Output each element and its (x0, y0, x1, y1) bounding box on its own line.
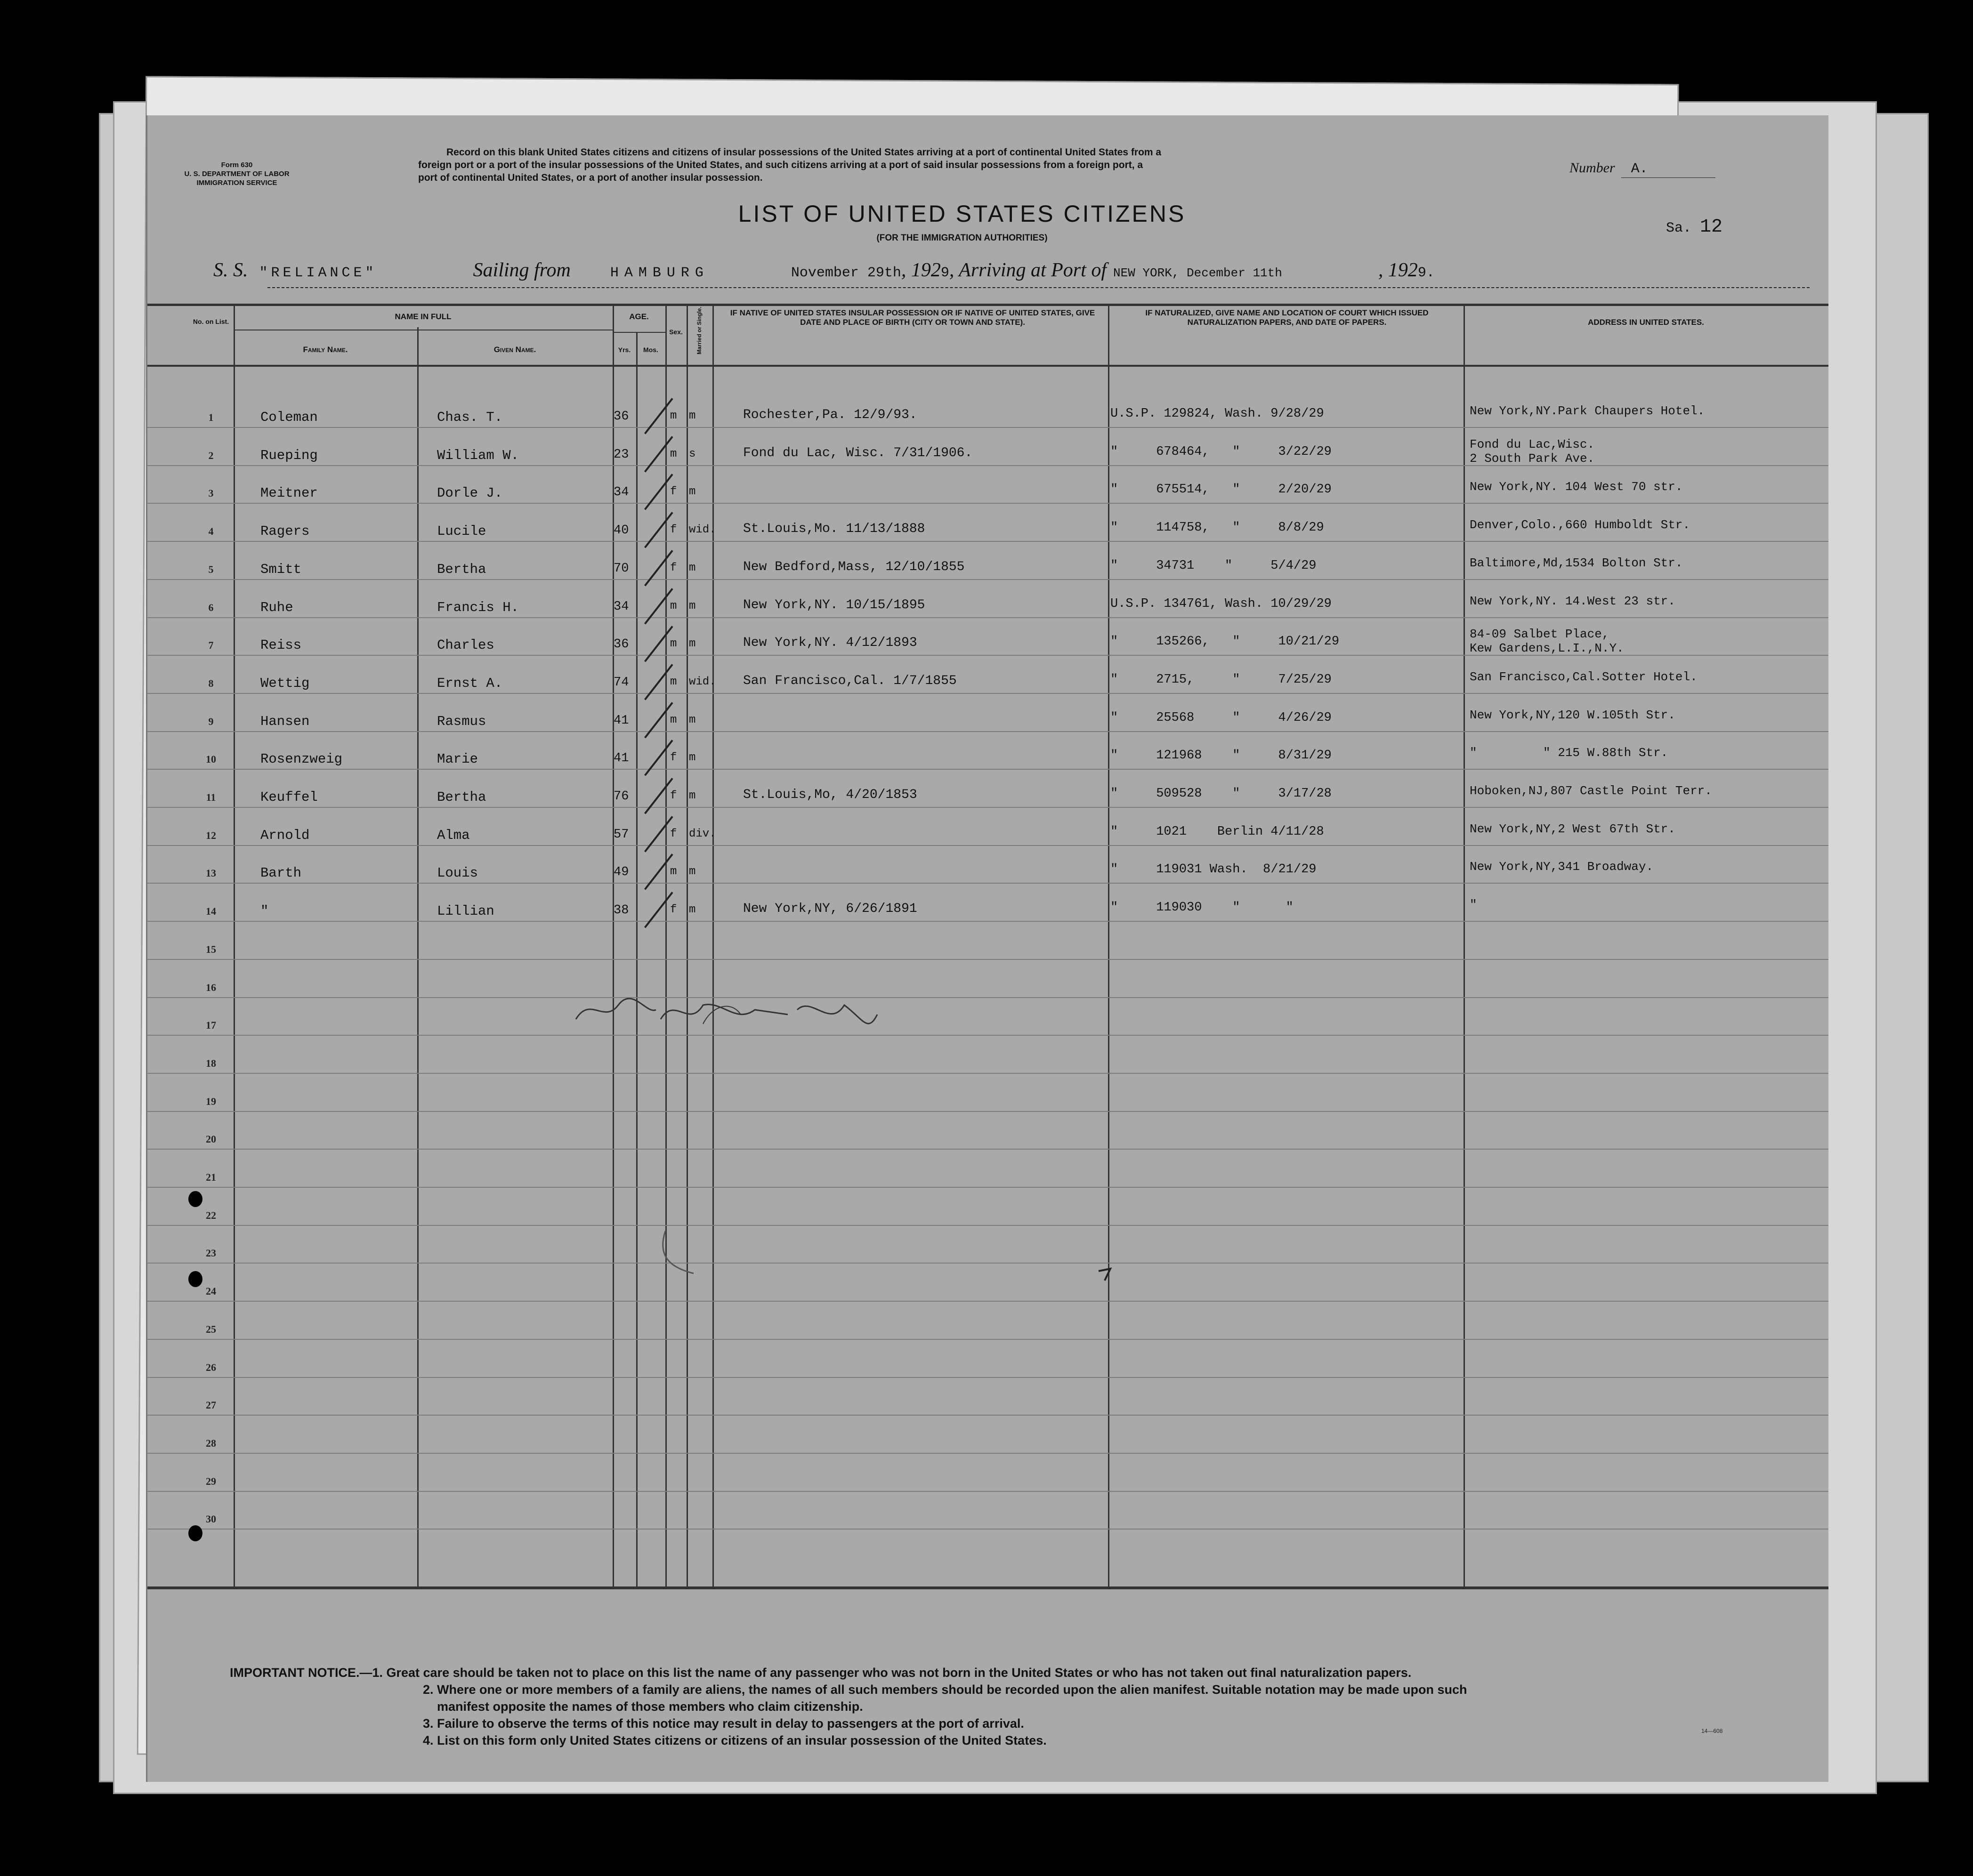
row-rule (147, 503, 1828, 504)
passenger-birthplace: Rochester,Pa. 12/9/93. (743, 408, 917, 422)
passenger-marital: wid. (689, 523, 716, 536)
row-number: 21 (206, 1171, 216, 1183)
passenger-age: 70 (614, 562, 629, 576)
passenger-family-name: Ragers (260, 523, 310, 539)
passenger-age: 38 (614, 903, 629, 918)
print-code: 14—608 (1701, 1728, 1723, 1734)
row-number: 4 (208, 525, 214, 537)
passenger-marital: m (689, 600, 696, 612)
passenger-birthplace: New York,NY. 10/15/1895 (743, 598, 925, 612)
passenger-address: San Francisco,Cal.Sotter Hotel. (1470, 670, 1698, 684)
passenger-naturalization: " 509528 " 3/17/28 (1110, 787, 1332, 801)
row-rule (147, 541, 1828, 542)
passenger-naturalization: " 114758, " 8/8/29 (1110, 521, 1324, 535)
punch-hole (70, 322, 86, 341)
row-number: 8 (208, 677, 214, 689)
passenger-given-name: Charles (437, 637, 494, 653)
punch-hole (70, 400, 86, 419)
row-number: 5 (208, 564, 214, 575)
passenger-family-name: Hansen (260, 714, 310, 729)
row-rule (147, 845, 1828, 846)
passenger-birthplace: New York,NY. 4/12/1893 (743, 636, 917, 650)
row-number: 12 (206, 829, 216, 841)
passenger-address: New York,NY,2 West 67th Str. (1470, 822, 1675, 836)
checkmark-tick (644, 588, 673, 624)
passenger-family-name: Smitt (260, 562, 302, 577)
row-rule (147, 1491, 1828, 1492)
checkmark-tick (644, 702, 673, 738)
passenger-naturalization: " 1021 Berlin 4/11/28 (1110, 825, 1324, 839)
checkmark-tick (644, 436, 673, 472)
passenger-address-line2: Kew Gardens,L.I.,N.Y. (1470, 641, 1624, 655)
passenger-given-name: Rasmus (437, 714, 486, 729)
row-number: 24 (206, 1285, 216, 1297)
passenger-address: Fond du Lac,Wisc. (1470, 437, 1595, 451)
row-rule (147, 617, 1828, 618)
col-header-sex: Sex. (669, 328, 683, 336)
passenger-family-name: Barth (260, 865, 302, 881)
column-rule (687, 304, 688, 1586)
passenger-given-name: Lucile (437, 523, 486, 539)
passenger-sex: m (670, 676, 677, 688)
table-top-rule (147, 304, 1828, 306)
row-number: 29 (206, 1475, 216, 1487)
passenger-address: New York,NY,120 W.105th Str. (1470, 708, 1675, 722)
passenger-birthplace: San Francisco,Cal. 1/7/1855 (743, 674, 957, 688)
sailing-label: Sailing from (473, 259, 571, 281)
row-rule (147, 1529, 1828, 1530)
row-number: 7 (208, 639, 214, 651)
punch-hole (188, 1191, 202, 1207)
passenger-marital: div. (689, 828, 716, 840)
passenger-marital: wid. (689, 676, 716, 688)
col-header-marital: Married or Single. (696, 306, 703, 354)
important-notice (230, 1664, 1821, 1749)
punch-hole (70, 836, 86, 854)
passenger-marital: m (689, 485, 696, 498)
checkmark-tick (644, 892, 673, 928)
number-line (1621, 177, 1715, 178)
table-bottom-rule (147, 1586, 1828, 1589)
departure-date: November 29th (791, 265, 901, 281)
passenger-sex: f (670, 903, 677, 916)
passenger-birthplace: New York,NY, 6/26/1891 (743, 902, 917, 916)
arriving-label: , Arriving at Port of (949, 259, 1107, 281)
arrival-port: NEW YORK, December 11th (1113, 266, 1282, 280)
checkmark-tick (644, 550, 673, 586)
departure-year-prefix: , 192 (901, 259, 941, 281)
row-number: 9 (208, 716, 214, 727)
passenger-family-name: Rosenzweig (260, 751, 343, 767)
passenger-family-name: Coleman (260, 410, 318, 425)
passenger-given-name: Alma (437, 828, 470, 843)
passenger-address: 84-09 Salbet Place, (1470, 627, 1609, 641)
citizens-manifest-form (146, 115, 1828, 1782)
passenger-address: New York,NY.Park Chaupers Hotel. (1470, 404, 1705, 418)
checkmark-tick (644, 740, 673, 776)
page-subtitle: (FOR THE IMMIGRATION AUTHORITIES) (876, 233, 1048, 243)
passenger-sex: m (670, 865, 677, 878)
passenger-family-name: " (260, 903, 269, 919)
row-rule (147, 921, 1828, 922)
row-number: 18 (206, 1057, 216, 1069)
punch-hole (70, 1523, 86, 1542)
column-rule (1108, 304, 1109, 1586)
passenger-sex: f (670, 751, 677, 764)
passenger-family-name: Ruhe (260, 600, 293, 615)
row-rule (147, 1453, 1828, 1454)
instruction-line: Record on this blank United States citizens and citizens of insular possessions of the United States arriving at a port of continental United States from a (446, 147, 1162, 158)
row-rule (147, 731, 1828, 732)
column-rule (417, 327, 419, 1586)
col-header-given: Given Name. (493, 345, 536, 354)
punch-hole (70, 1603, 86, 1622)
row-rule (147, 959, 1828, 960)
col-header-family: Family Name. (303, 345, 348, 354)
form-number: Form 630 (221, 161, 253, 169)
passenger-naturalization: " 34731 " 5/4/29 (1110, 559, 1317, 573)
passenger-sex: f (670, 562, 677, 574)
notice-item: 2. Where one or more members of a family are aliens, the names of all such members should be recorded upon the alien manifest. Suitable notation may be made upon such (423, 1683, 1467, 1697)
passenger-family-name: Reiss (260, 637, 302, 653)
ship-name: "RELIANCE" (259, 265, 377, 281)
passenger-naturalization: " 119030 " " (1110, 901, 1294, 915)
passenger-marital: m (689, 714, 696, 726)
row-number: 27 (206, 1399, 216, 1411)
row-number: 16 (206, 982, 216, 993)
passenger-address: New York,NY. 14.West 23 str. (1470, 594, 1675, 608)
ss-label: S. S. (213, 259, 248, 281)
passenger-given-name: William W. (437, 448, 519, 463)
passenger-address: Denver,Colo.,660 Humboldt Str. (1470, 518, 1690, 532)
passenger-family-name: Rueping (260, 448, 318, 463)
passenger-age: 41 (614, 751, 629, 765)
arrival-year-prefix: , 192 (1378, 259, 1418, 281)
form-id-block (157, 161, 317, 187)
record-instructions (418, 146, 1661, 184)
instruction-line: port of continental United States, or a port of another insular possession. (418, 172, 763, 183)
passenger-sex: m (670, 714, 677, 726)
sheet-reference (1666, 217, 1722, 238)
checkmark-tick (644, 474, 673, 510)
row-number: 17 (206, 1019, 216, 1031)
punch-hole (188, 1525, 202, 1541)
number-value: A. (1631, 161, 1648, 177)
passenger-naturalization: " 119031 Wash. 8/21/29 (1110, 862, 1317, 877)
passenger-address: Baltimore,Md,1534 Bolton Str. (1470, 556, 1683, 570)
passenger-marital: m (689, 865, 696, 878)
passenger-sex: m (670, 637, 677, 650)
sheet-ref-label: Sa. (1666, 220, 1692, 236)
passenger-given-name: Lillian (437, 903, 494, 919)
arrival-year-suffix: 9. (1417, 265, 1435, 281)
passenger-family-name: Keuffel (260, 789, 318, 805)
row-rule (147, 1415, 1828, 1416)
punch-hole (70, 1257, 86, 1276)
passenger-birthplace: St.Louis,Mo, 4/20/1853 (743, 788, 917, 802)
punch-hole (70, 1191, 86, 1210)
col-header-name: NAME IN FULL (395, 312, 452, 321)
passenger-given-name: Francis H. (437, 600, 519, 615)
page-title: LIST OF UNITED STATES CITIZENS (738, 201, 1186, 227)
row-number: 3 (208, 487, 214, 499)
passenger-birthplace: New Bedford,Mass, 12/10/1855 (743, 560, 965, 574)
passenger-address-line2: 2 South Park Ave. (1470, 451, 1595, 466)
passenger-age: 41 (614, 714, 629, 728)
notice-item: 3. Failure to observe the terms of this notice may result in delay to passengers at the port of arrival. (423, 1716, 1024, 1731)
passenger-given-name: Louis (437, 865, 478, 881)
passenger-age: 34 (614, 485, 629, 499)
passenger-given-name: Chas. T. (437, 410, 503, 425)
passenger-age: 34 (614, 600, 629, 614)
voyage-fill-line (267, 287, 1810, 288)
row-number: 25 (206, 1323, 216, 1335)
passenger-family-name: Meitner (260, 485, 318, 501)
row-number: 28 (206, 1437, 216, 1449)
row-number: 1 (208, 411, 214, 423)
departure-year-suffix: 9 (940, 265, 949, 281)
passenger-given-name: Bertha (437, 562, 486, 577)
col-header-no: No. on List. (193, 318, 229, 325)
passenger-marital: s (689, 448, 696, 460)
checkmark-tick (644, 853, 673, 890)
passenger-age: 76 (614, 789, 629, 804)
column-rule (712, 304, 714, 1586)
row-rule (147, 883, 1828, 884)
row-number: 19 (206, 1095, 216, 1107)
passenger-address: Hoboken,NJ,807 Castle Point Terr. (1470, 784, 1712, 798)
passenger-sex: f (670, 523, 677, 536)
row-rule (147, 807, 1828, 808)
passenger-sex: m (670, 600, 677, 612)
row-number: 13 (206, 867, 216, 879)
passenger-sex: m (670, 448, 677, 460)
checkmark-tick (644, 626, 673, 662)
notice-item: manifest opposite the names of those members who claim citizenship. (437, 1699, 863, 1714)
passenger-age: 57 (614, 828, 629, 842)
row-number: 6 (208, 602, 214, 613)
list-number (1569, 160, 1648, 177)
row-rule (147, 579, 1828, 580)
header-bottom-rule (147, 365, 1828, 367)
passenger-age: 23 (614, 448, 629, 462)
passenger-sex: m (670, 410, 677, 422)
passenger-marital: m (689, 903, 696, 916)
pencil-mark (1089, 1255, 1136, 1292)
col-header-naturalized: IF NATURALIZED, GIVE NAME AND LOCATION OF COURT WHICH ISSUED NATURALIZATION PAPERS, AND DATE OF PAPERS. (1145, 308, 1429, 327)
row-number: 10 (206, 753, 216, 765)
passenger-marital: m (689, 410, 696, 422)
passenger-given-name: Ernst A. (437, 676, 503, 691)
passenger-family-name: Arnold (260, 828, 310, 843)
col-header-yrs: Yrs. (618, 346, 631, 354)
sheet-ref-value: 12 (1700, 217, 1723, 238)
passenger-marital: m (689, 562, 696, 574)
passenger-sex: f (670, 485, 677, 498)
passenger-marital: m (689, 637, 696, 650)
row-rule (147, 693, 1828, 694)
row-number: 23 (206, 1247, 216, 1259)
passenger-age: 36 (614, 410, 629, 424)
subheader-rule (613, 332, 665, 333)
passenger-address: " " 215 W.88th Str. (1470, 746, 1668, 760)
row-number: 30 (206, 1513, 216, 1525)
passenger-birthplace: Fond du Lac, Wisc. 7/31/1906. (743, 446, 973, 460)
row-rule (147, 1377, 1828, 1378)
notice-item: 4. List on this form only United States citizens or citizens of an insular possession of the United States. (423, 1733, 1047, 1747)
checkmark-tick (644, 664, 673, 700)
column-rule (1464, 304, 1465, 1586)
row-rule (147, 427, 1828, 428)
checkmark-tick (644, 512, 673, 548)
passenger-age: 74 (614, 676, 629, 690)
row-rule (147, 769, 1828, 770)
passenger-naturalization: " 675514, " 2/20/29 (1110, 483, 1332, 497)
passenger-sex: f (670, 828, 677, 840)
department-name: U. S. DEPARTMENT OF LABOR (184, 170, 290, 178)
notice-heading: IMPORTANT NOTICE.— (230, 1666, 372, 1680)
passenger-naturalization: " 678464, " 3/22/29 (1110, 445, 1332, 459)
passenger-naturalization: " 121968 " 8/31/29 (1110, 749, 1332, 763)
passenger-given-name: Marie (437, 751, 478, 767)
checkmark-tick (644, 398, 673, 434)
service-name: IMMIGRATION SERVICE (196, 179, 277, 187)
passenger-marital: m (689, 751, 696, 764)
notice-item: 1. Great care should be taken not to place on this list the name of any passenger who was not born in the United States or who has not taken out final naturalization papers. (372, 1666, 1412, 1680)
passenger-naturalization: " 2715, " 7/25/29 (1110, 673, 1332, 687)
passenger-address: " (1470, 898, 1477, 912)
column-rule (234, 304, 235, 1586)
passenger-birthplace: St.Louis,Mo. 11/13/1888 (743, 522, 925, 536)
punch-hole (70, 647, 86, 666)
instruction-line: foreign port or a port of the insular possessions of the United States, and such citizens arriving at a port of said insular possessions from a foreign port, a (418, 160, 1143, 170)
col-header-birthplace: IF NATIVE OF UNITED STATES INSULAR POSSESSION OR IF NATIVE OF UNITED STATES, GIVE DATE AND PLACE OF BIRTH (CITY OR TOWN AND STATE). (730, 308, 1095, 327)
number-label: Number (1569, 160, 1615, 176)
passenger-naturalization: U.S.P. 134761, Wash. 10/29/29 (1110, 597, 1332, 611)
passenger-marital: m (689, 789, 696, 802)
row-number: 22 (206, 1209, 216, 1221)
col-header-mos: Mos. (643, 346, 658, 354)
row-number: 14 (206, 905, 216, 917)
passenger-family-name: Wettig (260, 676, 310, 691)
voyage-line (213, 259, 1814, 282)
row-number: 15 (206, 943, 216, 955)
passenger-address: New York,NY,341 Broadway. (1470, 860, 1654, 874)
passenger-age: 49 (614, 865, 629, 879)
col-header-age: AGE. (629, 312, 649, 321)
col-header-address: ADDRESS IN UNITED STATES. (1588, 318, 1704, 327)
passenger-given-name: Bertha (437, 789, 486, 805)
passenger-naturalization: " 135266, " 10/21/29 (1110, 635, 1340, 649)
row-number: 11 (206, 791, 216, 803)
checkmark-tick (644, 778, 673, 814)
passenger-naturalization: U.S.P. 129824, Wash. 9/28/29 (1110, 407, 1324, 421)
row-number: 26 (206, 1361, 216, 1373)
punch-hole (188, 1271, 202, 1287)
passenger-sex: f (670, 789, 677, 802)
passenger-age: 40 (614, 523, 629, 538)
passenger-naturalization: " 25568 " 4/26/29 (1110, 711, 1332, 725)
column-rule (665, 304, 667, 1586)
passenger-given-name: Dorle J. (437, 485, 503, 501)
row-number: 2 (208, 450, 214, 461)
passenger-address: New York,NY. 104 West 70 str. (1470, 480, 1683, 494)
row-rule (147, 1339, 1828, 1340)
passenger-age: 36 (614, 637, 629, 652)
row-number: 20 (206, 1133, 216, 1145)
checkmark-tick (644, 816, 673, 852)
departure-port: HAMBURG (610, 265, 709, 281)
